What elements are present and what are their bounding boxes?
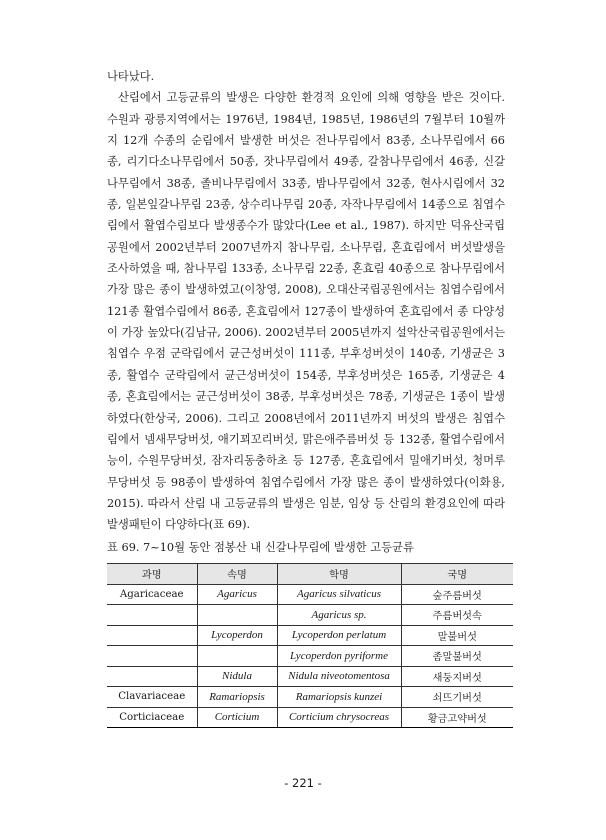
- korean-name-cell: 숲주름버섯: [401, 584, 513, 605]
- korean-name-cell: 쇠뜨기버섯: [401, 687, 513, 708]
- family-cell: Clavariaceae: [107, 687, 197, 708]
- table-row: [107, 666, 513, 687]
- table-header-row: [107, 564, 513, 585]
- scientific-name-cell: Ramariopsis kunzei: [277, 687, 401, 708]
- korean-name-cell: 좀말불버섯: [401, 646, 513, 667]
- table-row: [107, 605, 513, 626]
- korean-name-cell: 주름버섯속: [401, 605, 513, 626]
- table-row: [107, 625, 513, 646]
- family-cell: [107, 666, 197, 687]
- genus-cell: Ramariopsis: [197, 687, 277, 708]
- scientific-name-cell: Corticium chrysocreas: [277, 707, 401, 728]
- korean-name-cell: 새둥지버섯: [401, 666, 513, 687]
- family-cell: [107, 625, 197, 646]
- genus-cell: [197, 605, 277, 626]
- page-number: - 221 -: [284, 776, 322, 790]
- scientific-name-cell: Lycoperdon pyriforme: [277, 646, 401, 667]
- paragraph-continuation: 나타났다.: [107, 70, 155, 83]
- family-cell: [107, 605, 197, 626]
- genus-cell: Nidula: [197, 666, 277, 687]
- header-family: 과명: [107, 564, 197, 585]
- genus-cell: Corticium: [197, 707, 277, 728]
- scientific-name-cell: Lycoperdon perlatum: [277, 625, 401, 646]
- scientific-name-cell: Agaricus sp.: [277, 605, 401, 626]
- header-korean-name: 국명: [401, 564, 513, 585]
- genus-cell: [197, 646, 277, 667]
- table-row: [107, 687, 513, 708]
- body-text: [107, 66, 505, 536]
- korean-name-cell: 황금고약버섯: [401, 707, 513, 728]
- family-cell: Corticiaceae: [107, 707, 197, 728]
- genus-cell: Agaricus: [197, 584, 277, 605]
- scientific-name-cell: Agaricus silvaticus: [277, 584, 401, 605]
- table-caption: 표 69. 7~10월 동안 점봉산 내 신갈나무림에 발생한 고등균류: [107, 541, 414, 554]
- header-scientific-name: 학명: [277, 564, 401, 585]
- genus-cell: Lycoperdon: [197, 625, 277, 646]
- paragraph-fungi-occurrence: 산림에서 고등균류의 발생은 다양한 환경적 요인에 의해 영향을 받은 것이다. 수원과 광릉지역에서는 1976년, 1984년, 1985년, 1986년의 7월부터 10월까지 12개 수종의 순림에서 발생한 버섯은 전나무림에서 83종, 소나무림에서 66종, 리기다소나무림에서 50종, 잣나무림에서 49종, 갈참나무림에서 46종, 신갈나무림에서 38종, 졸비나무림에서 33종, 밤나무림에서 32종, 현사시림에서 32종, 일본잎갈나무림 23종, 상수리나무림 20종, 자작나무림에서 14종으로 침엽수림에서 활엽수림보다 발생종수가 많았다(Lee et al., 1987). 하지만 덕유산국립공원에서 2002년부터 2007년까지 참나무림, 소나무림, 혼효림에서 버섯발생을 조사하였을 때, 참나무림 133종, 소나무림 22종, 혼효림 40종으로 참나무림에서 가장 많은 종이 발생하였고(이창영, 2008), 오대산국립공원에서는 침엽수림에서 121종 활엽수림에서 86종, 혼효림에서 127종이 발생하여 혼효림에서 종 다양성이 가장 높았다(김남규, 2006). 2002년부터 2005년까지 설악산국립공원에서는 침엽수 우점 군락림에서 균근성버섯이 111종, 부후성버섯이 140종, 기생균은 3종, 활엽수 군락림에서 균근성버섯이 154종, 부후성버섯은 165종, 기생균은 4종, 혼효림에서는 균근성버섯이 38종, 부후성버섯은 78종, 기생균은 1종이 발생하였다(한상국, 2006). 그리고 2008년에서 2011년까지 버섯의 발생은 침엽수림에서 넴새무당버섯, 애기꾀꼬리버섯, 맑은애주름버섯 등 132종, 활엽수림에서능이, 수원무당버섯, 잠자리동충하초 등 127종, 혼효림에서 밀애기버섯, 청머루무당버섯 등 98종이 발생하여 침엽수림에서 가장 많은 종이 발생하였다(이화용, 2015). 따라서 산림 내 고등균류의 발생은 임분, 임상 등 산림의 환경요인에 따라 발생패턴이 다양하다(표 69).: [107, 91, 505, 532]
- header-genus: 속명: [197, 564, 277, 585]
- scientific-name-cell: Nidula niveotomentosa: [277, 666, 401, 687]
- family-cell: Agaricaceae: [107, 584, 197, 605]
- fungi-species-table: [107, 563, 513, 728]
- table-row: [107, 707, 513, 728]
- table-row: [107, 646, 513, 667]
- table-row: [107, 584, 513, 605]
- family-cell: [107, 646, 197, 667]
- korean-name-cell: 말불버섯: [401, 625, 513, 646]
